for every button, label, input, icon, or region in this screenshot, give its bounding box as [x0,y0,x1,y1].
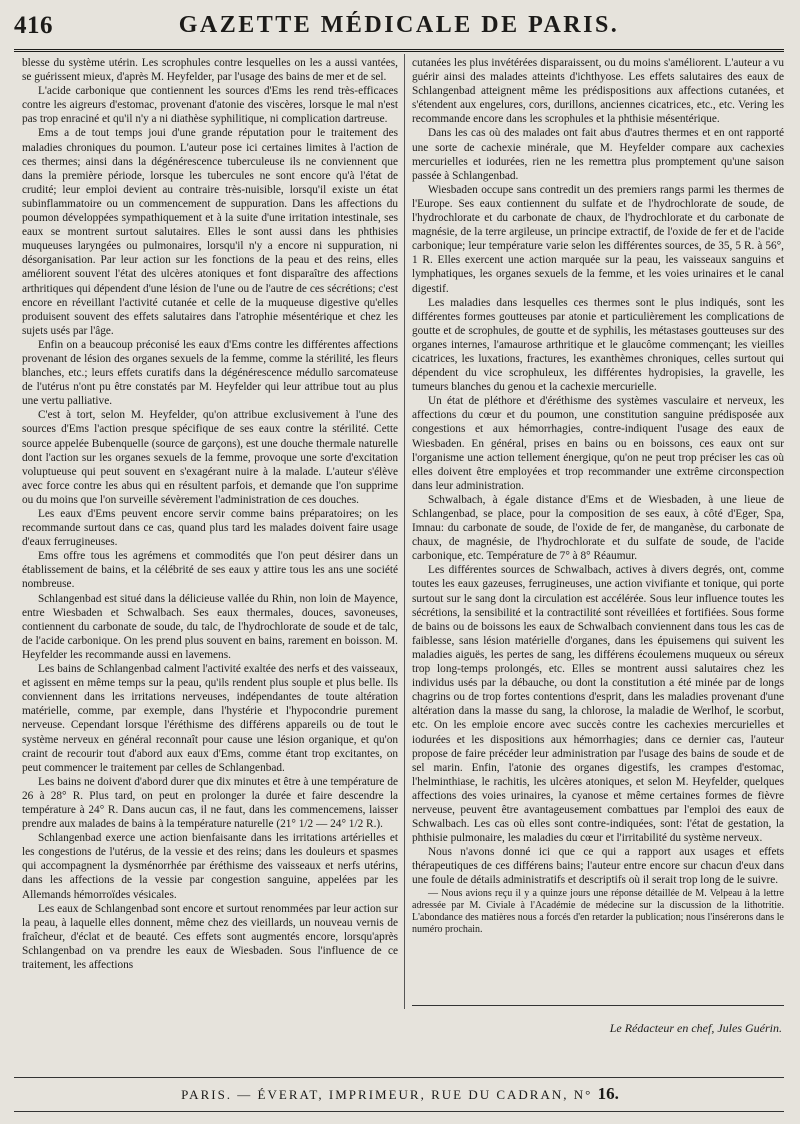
paragraph: L'acide carbonique que contiennent les sources d'Ems les rend très-efficaces contre les aigreurs d'estomac, provenant d'atonie des viscères, lorsque le mal n'est pas trop enraciné et qu'il n'y a ni diathèse syphilitique, ni complication dartreuse. [22,85,398,126]
editorial-notice: — Nous avions reçu il y a quinze jours une réponse détaillée de M. Velpeau à la lettre adressée par M. Civiale à l'Académie de médecine sur la discussion de la lithotritie. L'abondance des matières nous a forcés d'en retarder la publication; nous l'insérerons dans le numéro prochain. [412,887,784,936]
issue-number: 16. [597,1084,619,1103]
paragraph-schlangenbad: Schlangenbad est situé dans la délicieuse vallée du Rhin, non loin de Mayence, entre Wiesbaden et Schwalbach. Ses eaux thermales, douces, savoneuses, contiennent du carbonate de soude, du talc, de l'hydrochlorate de soude et de talc, de l'acide carbonique. On les prend plus souvent en bains, rarement en boisson. M. Heyfelder les recommande aussi en lavemens. [22,592,398,661]
paragraph: Ems a de tout temps joui d'une grande réputation pour le traitement des maladies chroniques du poumon. L'auteur pose ici certaines limites à l'action de ces thermes; ainsi dans la dégénérescence tuberculeuse ils ne conviennent que dans la première période, lorsque les tubercules ne sont encore qu'à l'état de crudité; leur emploi devient au contraire très-nuisible, lorsqu'il existe un état subinflammatoire ou un commencement de suppuration. Dans les affections du poumon développées sympathiquement et à la suite d'une irritation intestinale, ses eaux se montrent surtout salutaires. Elles le sont aussi dans les phthisies muqueuses laryngées ou pulmonaires, lorsqu'il n'y a encore ni suppuration, ni désorganisation. Par leur action sur les fonctions de la peau et des reins, elles améliorent souvent l'état des ulcères atoniques et font disparaître des affections arthritiques qui dépendent d'une lésion de l'une ou de l'autre de ces sécrétions; c'est encore en réveillant l'activité cutanée et celle de la muqueuse digestive qu'elles produisent souvent des effets salutaires dans l'atrophie mésentérique et chez les sujets usés par l'âge. [22,127,398,337]
footer-bottom-rule [14,1111,784,1112]
paragraph-wiesbaden: Wiesbaden occupe sans contredit un des premiers rangs parmi les thermes de l'Europe. Ses eaux contiennent du sulfate et de l'hydrochlorate de soude, de l'hydrochlorate et du carbonate de chaux, de l'hydrochlorate et du carbonate de magnésie, de la terre argileuse, un principe extractif, de l'oxide de fer et de l'acide carbonique; leur température varie selon les différentes sources, de 35, 5 R. à 56°, 1 R. Elles exercent une action marquée sur la peau, les vaisseaux sanguins et lymphatiques, les organes sexuels de la femme, et les voies urinaires et le canal digestif. [412,183,784,295]
paragraph: Les eaux de Schlangenbad sont encore et surtout renommées par leur action sur la peau, à laquelle elles donnent, même chez des vieillards, un nouveau vernis de fraîcheur, d'éclat et de beauté. Ces effets sont augmentés encore, lorsqu'après Schlangenbad on va prendre les eaux de Wiesbaden. Sous l'influence de ce traitement, les affections [22,902,398,971]
page-header [14,12,784,46]
imprint-text: PARIS. — ÉVERAT, IMPRIMEUR, RUE DU CADRAN, N° [181,1087,593,1102]
paragraph: Ems offre tous les agrémens et commodités que l'on peut désirer dans un établissement de bains, et la célébrité de ses eaux y attire tous les ans une société nombreuse. [22,550,398,591]
printer-imprint [0,1084,800,1104]
signature-rule [412,1005,784,1006]
right-column [412,56,784,1054]
column-divider [404,54,405,1009]
paragraph: Nous n'avons donné ici que ce qui a rapport aux usages et effets thérapeutiques de ces différens bains; l'auteur entre encore sur chacun d'eux dans une foule de détails administratifs et descriptifs où il serait trop long de le suivre. [412,846,784,887]
paragraph-schwalbach: Schwalbach, à égale distance d'Ems et de Wiesbaden, à une lieue de Schlangenbad, se place, pour la composition de ses eaux, à côté d'Eger, Spa, Imnau: du carbonate de soude, de l'oxide de fer, de manganèse, du carbonate de chaux, de magnésie, de l'hydrochlorate et du sulfate de soude, de l'acide carbonique, etc. Température de 7° à 8° Réaumur. [412,493,784,563]
paragraph: Un état de pléthore et d'éréthisme des systèmes vasculaire et nerveux, les affections du cœur et du poumon, une constitution sanguine prédisposée aux congestions et aux hémorrhagies, contre-indiquent l'usage des eaux de Wiesbaden. En général, prises en bains ou en boissons, ces eaux ont sur l'organisme une action tellement énergique, qu'on ne peut trop préciser les cas où elles doivent être employées et trop recommander une extrême circonspection dans leur administration. [412,395,784,492]
masthead-title: GAZETTE MÉDICALE DE PARIS. [178,12,620,38]
editor-signature: Le Rédacteur en chef, Jules Guérin. [609,1021,782,1035]
left-column [22,56,398,1054]
paragraph: Les bains de Schlangenbad calment l'activité exaltée des nerfs et des vaisseaux, et agissent en même temps sur la peau, qu'ils rendent plus souple et plus belle. Ils conviennent dans les irritations nerveuses, indépendantes de toute altération matérielle, comme, par exemple, dans l'hystérie et l'hypocondrie purement nerveuse. Cependant lorsque l'éréthisme des différens appareils ou de tout le système nerveux en général reconnaît pour cause une lésion organique, et qu'on craint de recourir tout d'abord aux eaux d'Ems, comme étant trop excitantes, on peut commencer le traitement par celles de Schlangenbad. [22,663,398,774]
footer-rule [14,1077,784,1078]
header-rule [14,49,784,54]
paragraph: Les différentes sources de Schwalbach, actives à divers degrés, ont, comme toutes les eaux gazeuses, ferrugineuses, une action vivifiante et tonique, qui porte surtout sur le sang dont la circulation est accélérée. Sous leur influence toutes les sécrétions, la sensibilité et la contractilité sont réveillées et fortifiées. Sous forme de bains ou de boissons les eaux de Schwalbach conviennent dans tous les cas de faiblesse, sans lésion matérielle d'organes, dans les épuisemens qui suivent les maladies aiguës, les pertes de sang, les différens écoulemens muqueux ou séreux trop long-temps prolongés, etc. Elles se montrent aussi salutaires chez les individus usés par la débauche, ou dont la constitution a été minée par de longs chagrins ou de trop fortes contentions d'esprit, dans les maladies provenant d'une altération dans la masse du sang, la chlorose, la maladie de Werlhof, le scorbut, etc. On les emploie encore avec succès contre les cachexies mercurielles et iodurées et les dispositions aux hémorrhagies; dans ce dernier cas, l'auteur propose de faire précéder leur administration par l'usage des bains de soude et de sel marin. Enfin, l'atonie des organes digestifs, les crampes d'estomac, l'helminthiase, le rachitis, les ulcères atoniques, et selon M. Heyfelder, quelques affections des voies urinaires, la cyanose et même certaines formes de fièvre nerveuse, peuvent être avantageusement combattues par l'emploi des eaux de Schwalbach. Les cas où elles sont contre-indiquées, sont: l'état de gestation, la phthisie pulmonaire, les maladies du cœur et l'irritabilité du système nerveux. [412,564,784,845]
page-number: 416 [14,12,53,39]
paragraph: C'est à tort, selon M. Heyfelder, qu'on attribue exclusivement à l'une des sources d'Ems l'action presque spécifique de ses eaux contre la stérilité. Cette source appelée Bubenquelle (source de garçons), est une douche thermale naturelle dont l'action sur les organes sexuels de la femme, provoque une sorte d'excitation voluptueuse qui peut souvent en s'exagérant nuire à la malade. L'auteur s'élève avec force contre les abus qui en résultent parfois, et demande que l'on supprime ou du moins que l'on surveille sévèrement l'administration de ces douches. [22,409,398,506]
paragraph: Schlangenbad exerce une action bienfaisante dans les irritations artérielles et les congestions de l'utérus, de la vessie et des reins; dans les douleurs et spasmes qui accompagnent la dysménorrhée par éréthisme des vaisseaux et nerfs utérins, dans les affections de la vessie par congestion sanguine, appelées par les Allemands hémorroïdes vésicales. [22,832,398,901]
paragraph: Les eaux d'Ems peuvent encore servir comme bains préparatoires; on les recommande surtout dans ce cas, quand plus tard les malades doivent faire usage d'eaux ferrugineuses. [22,508,398,549]
paragraph: cutanées les plus invétérées disparaissent, ou du moins s'améliorent. L'auteur a vu guérir ainsi des malades atteints d'ichthyose. Les effets salutaires des eaux de Schlangenbad atteignent même les prédispositions aux affections cutanées, et s'étendent aux engelures, cors, durillons, anciennes cicatrices, etc., etc. Vering les recommande encore dans les scrophules et la phthisie mésentérique. [412,57,784,126]
paragraph: Les maladies dans lesquelles ces thermes sont le plus indiqués, sont les différentes formes goutteuses par atonie et particulièrement les complications de goutte et de scrophules, de goutte et de syphilis, les métastases goutteuses sur des organes internes, l'amaurose arthritique et le glaucôme commençant; les vieilles cicatrices, les luxations, fractures, les exanthèmes chroniques, celles surtout qui dépendent du vice scrophuleux, les différentes hydropisies, la gravelle, les tumeurs blanches du genou et la cachexie mercurielle. [412,296,784,394]
paragraph: Enfin on a beaucoup préconisé les eaux d'Ems contre les différentes affections provenant de lésion des organes sexuels de la femme, comme la stérilité, les fleurs blanches, etc.; leurs effets curatifs dans la dégénérescence médullo sarcomateuse de l'utérus n'ont pu être constatés par M. Heyfelder qui leur attribue tout au plus une vertu palliative. [22,338,398,408]
paragraph: blesse du système utérin. Les scrophules contre lesquelles on les a aussi vantées, se guérissent mieux, d'après M. Heyfelder, par l'usage des bains de mer et de sel. [22,57,398,84]
paragraph: Dans les cas où des malades ont fait abus d'autres thermes et en ont rapporté une sorte de cachexie minérale, que M. Heyfelder compare aux cachexies mercurielles et iodurées, rien ne les remettra plus promptement qu'une saison passée à Schlangenbad. [412,127,784,182]
paragraph: Les bains ne doivent d'abord durer que dix minutes et être à une température de 26 à 28° R. Plus tard, on peut en prolonger la durée et faire descendre la température à 24° R. Dans aucun cas, il ne faut, dans les commencemens, laisser prendre aux malades de bains à la température naturelle (21° 1/2 — 24° 1/2 R.). [22,775,398,831]
